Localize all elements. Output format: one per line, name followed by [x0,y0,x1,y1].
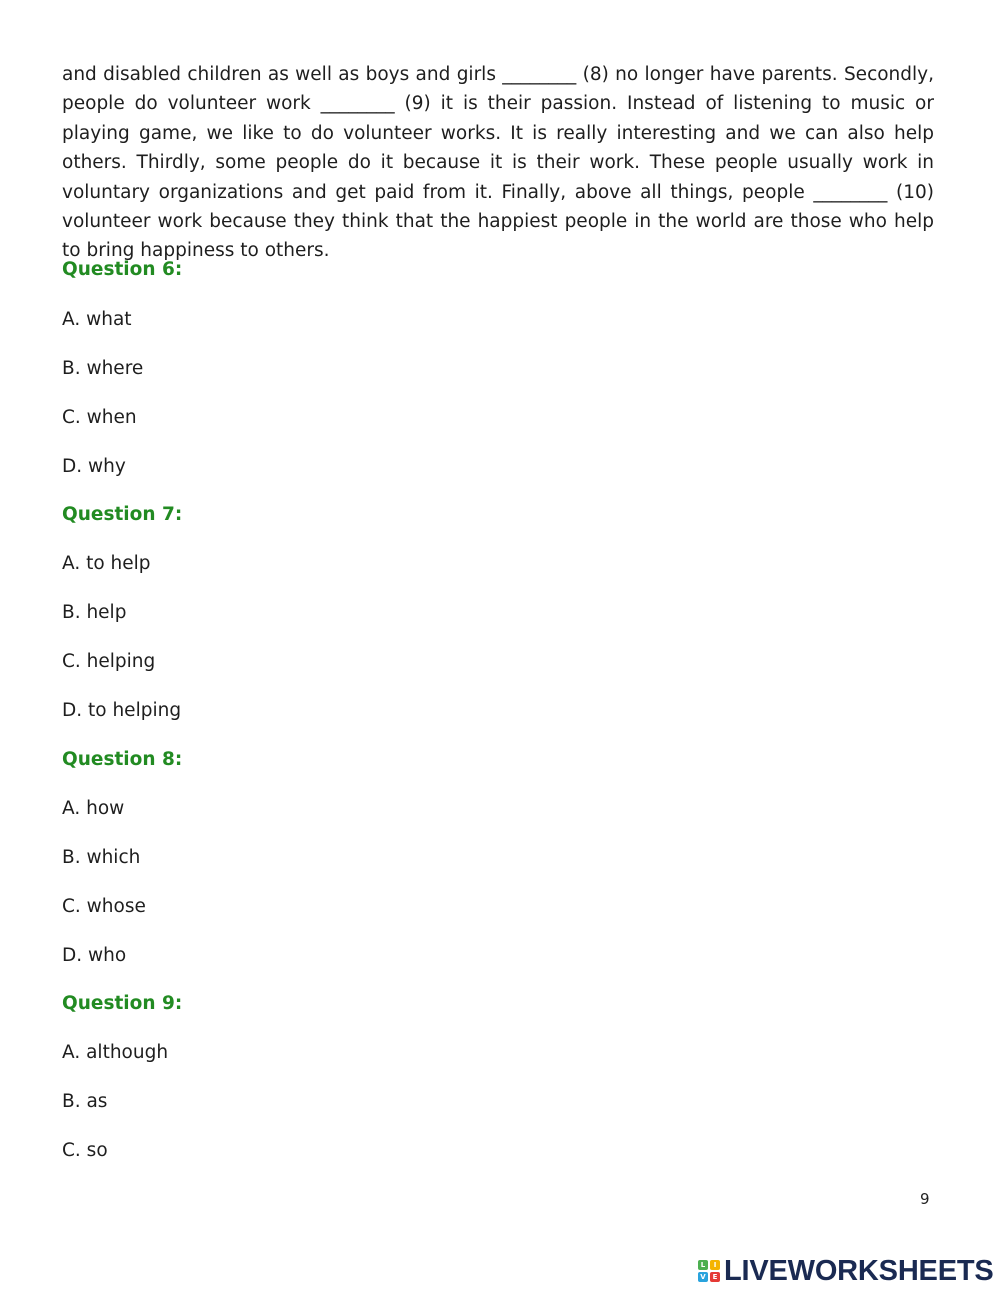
logo-wordmark: LIVEWORKSHEETS [724,1255,994,1287]
logo-mark-letter: L [698,1260,708,1270]
question-9-title: Question 9: [62,993,183,1014]
question-7-title: Question 7: [62,504,183,525]
question-6-option-b[interactable]: B. where [62,358,144,379]
logo-mark-letter: I [710,1260,720,1270]
question-9-option-a[interactable]: A. although [62,1042,169,1063]
question-7-option-d[interactable]: D. to helping [62,700,182,721]
question-7-option-a[interactable]: A. to help [62,553,151,574]
question-8-option-b[interactable]: B. which [62,847,141,868]
page-number: 9 [920,1190,930,1208]
question-6-title: Question 6: [62,259,183,280]
question-9-option-c[interactable]: C. so [62,1140,108,1161]
question-7-option-b[interactable]: B. help [62,602,127,623]
question-9-option-b[interactable]: B. as [62,1091,108,1112]
question-7-option-c[interactable]: C. helping [62,651,156,672]
reading-passage: and disabled children as well as boys and girls ________ (8) no longer have parents. Secondly, people do volunteer work ________ (9) it is their passion. Instead of listening to music or playing game, we like to do volunteer works. It is really interesting and we can also help others. Thirdly, some people do it because it is their work. These people usually work in voluntary organizations and get paid from it. Finally, above all things, people ________ (10) volunteer work because they think that the happiest people in the world are those who help to bring happiness to others. [62,64,934,262]
liveworksheets-mark-icon [698,1260,720,1282]
question-6-option-d[interactable]: D. why [62,456,126,477]
question-6-option-c[interactable]: C. when [62,407,137,428]
question-6-option-a[interactable]: A. what [62,309,132,330]
logo-mark-letter: E [710,1272,720,1282]
question-8-option-a[interactable]: A. how [62,798,125,819]
question-8-option-d[interactable]: D. who [62,945,127,966]
liveworksheets-logo[interactable] [698,1254,994,1288]
question-8-option-c[interactable]: C. whose [62,896,146,917]
logo-mark-letter: V [698,1272,708,1282]
question-8-title: Question 8: [62,749,183,770]
